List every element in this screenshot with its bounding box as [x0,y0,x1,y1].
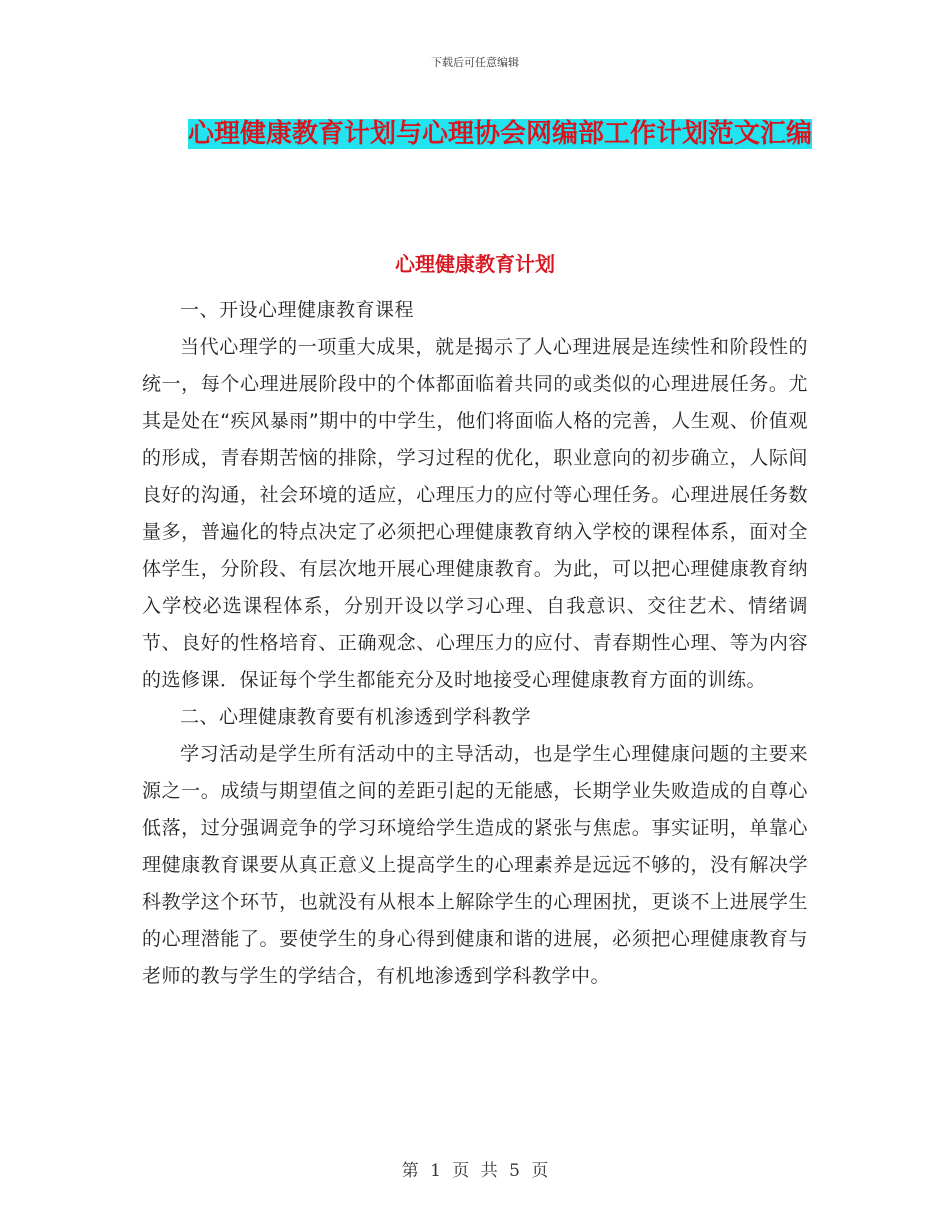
heading-course: 一、开设心理健康教育课程 [180,299,415,321]
paragraph-subject-teaching: 学习活动是学生所有活动中的主导活动，也是学生心理健康问题的主要来源之一。成绩与期望值之间的差距引起的无能感，长期学业失败造成的自尊心低落，过分强调竞争的学习环境给学生造成的紧张与焦虑。事实证明，单靠心理健康教育课要从真正意义上提高学生的心理素养是远远不够的，没有解决学科教学这个环节，也就没有从根本上解除学生的心理困扰，更谈不上进展学生的心理潜能了。要使学生的身心得到健康和谐的进展，必须把心理健康教育与老师的教与学生的学结合，有机地渗透到学科教学中。 [142,743,808,987]
paragraph-course: 当代心理学的一项重大成果，就是揭示了人心理进展是连续性和阶段性的统一，每个心理进展阶段中的个体都面临着共同的或类似的心理进展任务。尤其是处在“疾风暴雨”期中的中学生，他们将面临人格的完善，人生观、价值观的形成，青春期苦恼的排除，学习过程的优化，职业意向的初步确立，人际间良好的沟通，社会环境的适应，心理压力的应付等心理任务。心理进展任务数量多，普遍化的特点决定了必须把心理健康教育纳入学校的课程体系，面对全体学生，分阶段、有层次地开展心理健康教育。为此，可以把心理健康教育纳入学校必选课程体系，分别开设以学习心理、自我意识、交往艺术、情绪调节、良好的性格培育、正确观念、心理压力的应付、青春期性心理、等为内容的选修课．保证每个学生都能充分及时地接受心理健康教育方面的训练。 [142,336,808,691]
heading-subject-teaching: 二、心理健康教育要有机渗透到学科教学 [180,706,532,728]
page-number-footer: 第 1 页 共 5 页 [401,1161,549,1181]
document-title-text: 心理健康教育计划与心理协会网编部工作计划范文汇编 [187,119,812,149]
document-title [150,109,850,159]
page-header-note: 下载后可任意编辑 [431,56,519,69]
document-body [142,292,808,995]
section-title: 心理健康教育计划 [395,252,555,276]
